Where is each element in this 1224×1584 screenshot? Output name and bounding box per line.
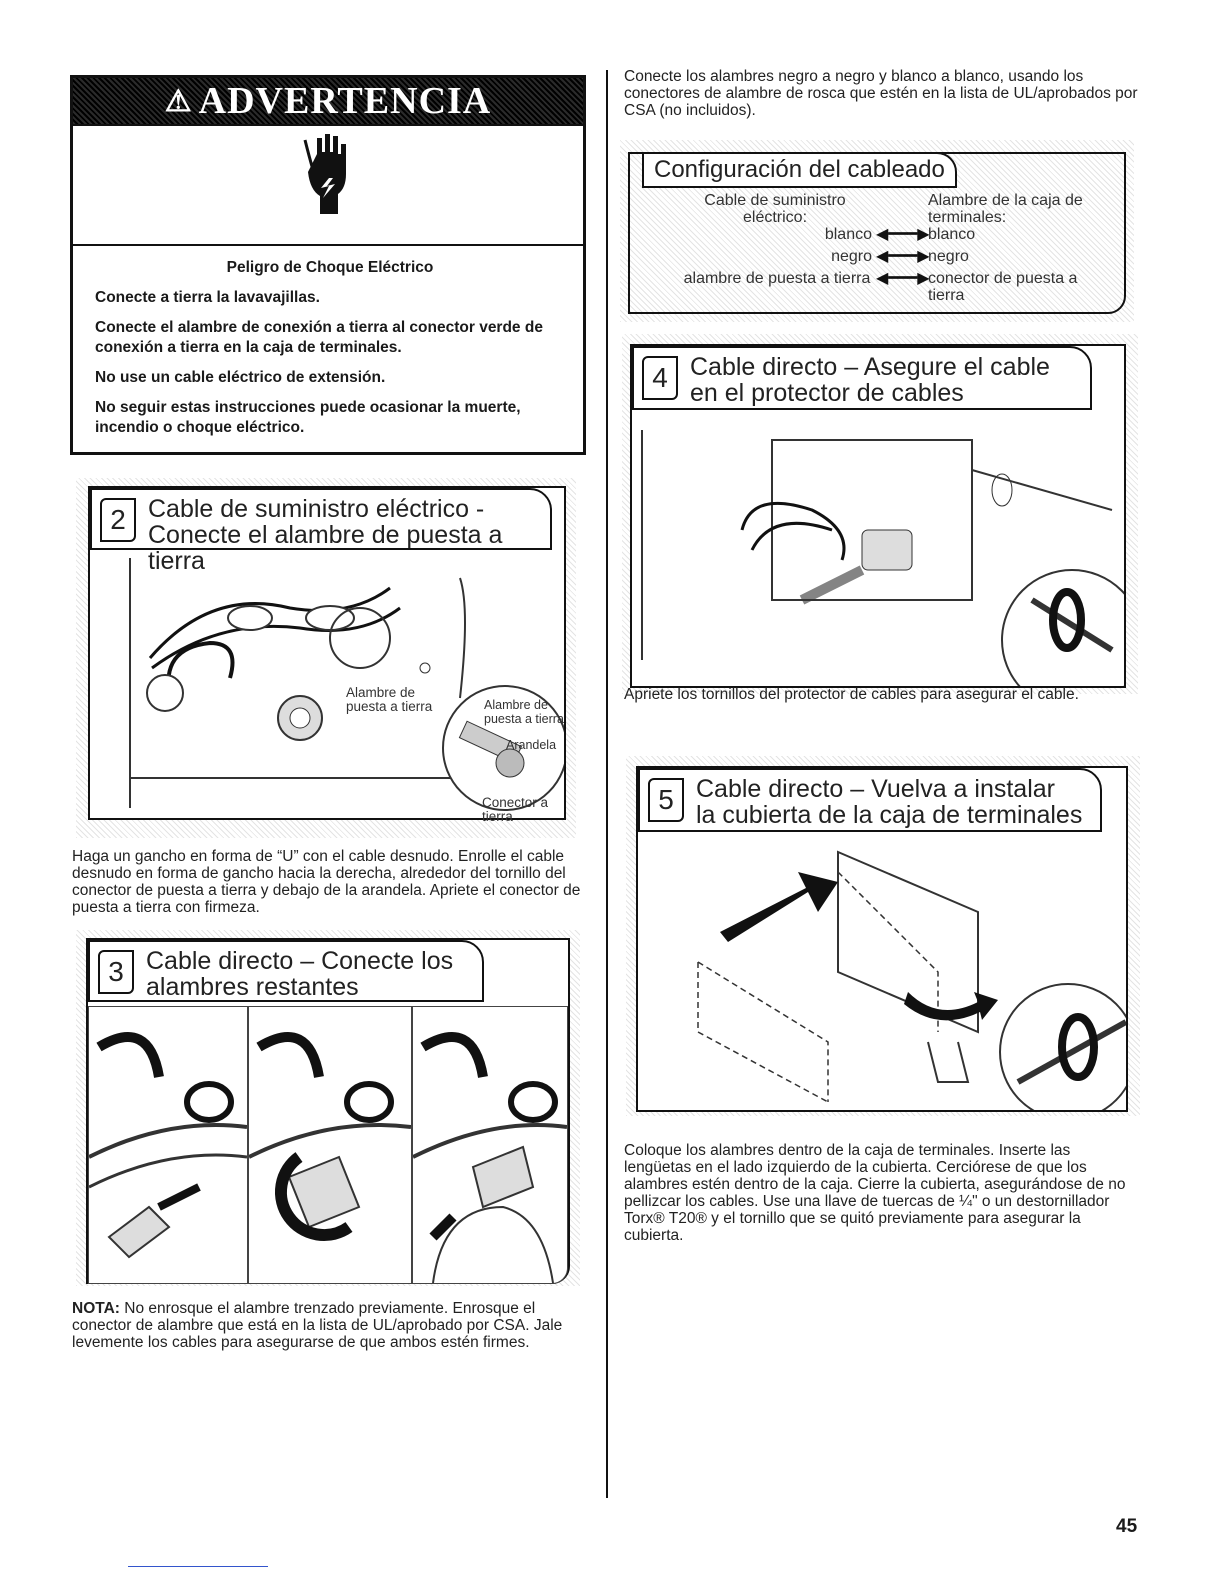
wiring-left-row-1: blanco [824, 226, 872, 243]
footer-line [128, 1566, 268, 1567]
double-arrow-icon: ◀━━━▶ [876, 248, 930, 265]
intro-text: Conecte los alambres negro a negro y blanco a blanco, usando los conectores de alambre de rosca que estén en la lista de UL/aprobados por CSA (no incluidos). [624, 68, 1138, 119]
step-2-text: Haga un gancho en forma de “U” con el cable desnudo. Enrolle el cable desnudo en forma de gancho hacia la derecha, alrededor del tornillo del conector de puesta a tierra y debajo de la arandela. Apriete el conector de puesta a tierra con firmeza. [72, 848, 581, 916]
step-4-number: 4 [642, 356, 678, 400]
warning-line: No use un cable eléctrico de extensión. [95, 369, 386, 386]
wiring-right-row-2: negro [928, 248, 969, 265]
label-inset-wire: Alambre de puesta a tierra [484, 698, 564, 726]
step-4-text: Apriete los tornillos del protector de cables para asegurar el cable. [624, 686, 1079, 703]
step-3-panel [86, 938, 570, 1284]
wiring-config-title: Configuración del cableado [642, 152, 957, 188]
step-3-number: 3 [98, 950, 134, 994]
step-2-illustration [90, 548, 564, 818]
warning-header [73, 78, 583, 124]
step-4-title [632, 346, 1092, 410]
step-4-title-line1: Cable directo – Asegure el cable [690, 353, 1050, 381]
step-3-image-3 [412, 1006, 568, 1284]
label-connector: Conector a tierra [482, 795, 549, 824]
step-3-image-2 [248, 1006, 412, 1284]
step-5-illustration [638, 832, 1126, 1110]
step-2-number: 2 [100, 498, 136, 542]
step-2-title-line1: Cable de suministro eléctrico - [148, 495, 485, 523]
step-5-text: Coloque los alambres dentro de la caja de terminales. Inserte las lengüetas en el lado izquierdo de la cubierta. Cerciórese de que los alambres estén dentro de la caja. Cierre la cubierta, asegurándose de no pellizcar los cables. Use una llave de tuercas de ¼" o un destornillador Torx® T20® y el tornillo que se quitó previamente para asegurar la cubierta. [624, 1142, 1126, 1244]
wiring-right-row-3: conector de puesta a tierra [928, 270, 1078, 304]
step-4-title-line2: en el protector de cables [690, 379, 964, 407]
wiring-left-header: Cable de suministro eléctrico: [704, 192, 846, 226]
wiring-left-row-2: negro [831, 248, 872, 265]
note-label: NOTA: [72, 1300, 120, 1317]
warning-triangle-icon: ⚠ [164, 84, 193, 118]
warning-box [70, 75, 586, 455]
step-5-title-line2: la cubierta de la caja de terminales [696, 801, 1083, 829]
warning-line: Conecte el alambre de conexión a tierra al conector verde de conexión a tierra en la caja de terminales. [95, 319, 543, 356]
warning-title: ADVERTENCIA [198, 80, 492, 122]
warning-line: Peligro de Choque Eléctrico [226, 259, 434, 276]
column-divider [606, 70, 608, 1498]
step-5-number: 5 [648, 778, 684, 822]
note-text: No enrosque el alambre trenzado previamente. Enrosque el conector de alambre que está en la lista de UL/aprobado por CSA. Jale levemente los cables para asegurarse de que ambos estén firmes. [72, 1300, 563, 1351]
label-ground-wire: Alambre de puesta a tierra [346, 685, 433, 714]
wiring-right-row-1: blanco [928, 226, 976, 243]
step-2-panel [88, 486, 566, 824]
electric-shock-hand-icon [73, 126, 583, 244]
step-5-panel [636, 766, 1128, 1112]
step-5-title [638, 768, 1102, 832]
warning-image-area [73, 124, 583, 246]
wiring-right-header: Alambre de la caja de terminales: [928, 192, 1083, 226]
step-2-title [90, 488, 552, 575]
wiring-left-row-3: alambre de puesta a tierra [683, 270, 871, 287]
warning-line: No seguir estas instrucciones puede ocasionar la muerte, incendio o choque eléctrico. [95, 399, 521, 436]
double-arrow-icon: ◀━━━▶ [876, 226, 930, 243]
step-3-title [88, 940, 484, 1002]
step-3-image-1 [88, 1006, 248, 1284]
step-4-illustration [632, 410, 1124, 686]
step-5-title-line1: Cable directo – Vuelva a instalar [696, 775, 1055, 803]
step-4-panel [630, 344, 1126, 688]
step-2-title-line2: Conecte el alambre de puesta a tierra [148, 521, 503, 575]
step-3-note [72, 1300, 588, 1351]
warning-line: Conecte a tierra la lavavajillas. [95, 289, 320, 306]
page-number: 45 [1116, 1516, 1138, 1537]
step-3-title-line1: Cable directo – Conecte los [146, 947, 454, 975]
step-3-title-line2: alambres restantes [146, 973, 359, 1001]
double-arrow-icon: ◀━━━▶ [876, 270, 930, 287]
label-washer: Arandela [506, 738, 557, 752]
warning-text [95, 258, 565, 448]
